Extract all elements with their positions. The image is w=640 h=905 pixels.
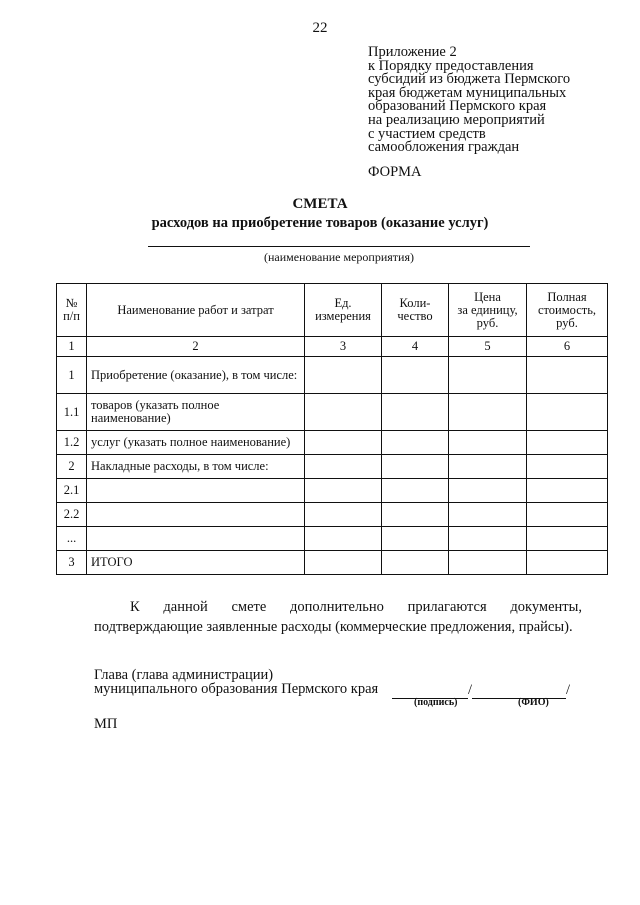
event-name-line: [148, 246, 530, 247]
table-row: [57, 357, 608, 394]
stamp-placeholder: МП: [94, 716, 118, 732]
cell-unit: [305, 431, 382, 455]
row-number: 2.1: [57, 479, 87, 503]
cell-unit-price: [449, 455, 527, 479]
attachment-note: К данной смете дополнительно прилагаются документы, подтверждающие заявленные расходы (коммерческие предложения, прайсы).: [94, 599, 582, 635]
column-number: 3: [305, 337, 382, 357]
header-number: № п/п: [57, 284, 87, 337]
cell-total: [527, 503, 608, 527]
row-number: 1.2: [57, 431, 87, 455]
cell-unit-price: [449, 431, 527, 455]
cell-quantity: [382, 527, 449, 551]
cell-total: [527, 431, 608, 455]
header-quantity: Коли- чество: [382, 284, 449, 337]
cell-total: [527, 394, 608, 431]
column-number: 4: [382, 337, 449, 357]
row-number: 1: [57, 357, 87, 394]
estimate-table: [56, 283, 608, 575]
appendix-line: субсидий из бюджета Пермского: [368, 71, 571, 88]
cell-unit-price: [449, 479, 527, 503]
cell-unit: [305, 394, 382, 431]
appendix-line: с участием средств: [368, 125, 486, 142]
signature-caption: (подпись): [414, 697, 458, 708]
event-name-caption: (наименование мероприятия): [264, 250, 414, 264]
cell-unit-price: [449, 503, 527, 527]
column-number: 6: [527, 337, 608, 357]
cell-quantity: [382, 551, 449, 575]
header-name: Наименование работ и затрат: [87, 284, 305, 337]
column-number: 1: [57, 337, 87, 357]
row-name: услуг (указать полное наименование): [87, 431, 305, 455]
signatory-block: [94, 668, 378, 696]
appendix-line: к Порядку предоставления: [368, 57, 534, 74]
document-subtitle: расходов на приобретение товаров (оказание услуг): [151, 215, 489, 231]
cell-unit: [305, 503, 382, 527]
appendix-line: на реализацию мероприятий: [368, 111, 545, 128]
row-number: 3: [57, 551, 87, 575]
table-row: [57, 503, 608, 527]
row-name: [87, 503, 305, 527]
signature-slash: /: [566, 682, 571, 698]
row-name: Накладные расходы, в том числе:: [87, 455, 305, 479]
row-number: 2: [57, 455, 87, 479]
appendix-line: образований Пермского края: [368, 98, 547, 115]
cell-unit-price: [449, 394, 527, 431]
row-number: ...: [57, 527, 87, 551]
document-title: СМЕТА: [292, 196, 348, 212]
header-unit-price: Цена за единицу, руб.: [449, 284, 527, 337]
table-row: [57, 394, 608, 431]
signatory-title-line-2: муниципального образования Пермского края: [94, 681, 379, 697]
row-number: 2.2: [57, 503, 87, 527]
form-label: ФОРМА: [368, 164, 422, 180]
cell-quantity: [382, 503, 449, 527]
header-total-cost: Полная стоимость, руб.: [527, 284, 608, 337]
appendix-line: самообложения граждан: [368, 139, 520, 156]
table-row: [57, 455, 608, 479]
header-unit: Ед. измерения: [305, 284, 382, 337]
cell-unit-price: [449, 357, 527, 394]
cell-unit: [305, 357, 382, 394]
appendix-block: [368, 46, 570, 155]
cell-quantity: [382, 394, 449, 431]
table-row: [57, 431, 608, 455]
row-name: товаров (указать полное наименование): [87, 394, 305, 431]
appendix-line: Приложение 2: [368, 44, 457, 60]
row-name: [87, 479, 305, 503]
cell-unit-price: [449, 551, 527, 575]
page-number: 22: [312, 20, 328, 36]
cell-quantity: [382, 455, 449, 479]
cell-total: [527, 357, 608, 394]
table-row: [57, 479, 608, 503]
cell-unit: [305, 551, 382, 575]
table-header-row: [57, 284, 608, 337]
appendix-line: края бюджетам муниципальных: [368, 84, 567, 101]
cell-total: [527, 527, 608, 551]
cell-unit: [305, 527, 382, 551]
column-number: 5: [449, 337, 527, 357]
column-number: 2: [87, 337, 305, 357]
signature-slash: /: [468, 682, 473, 698]
cell-quantity: [382, 431, 449, 455]
cell-unit-price: [449, 527, 527, 551]
cell-unit: [305, 479, 382, 503]
row-number: 1.1: [57, 394, 87, 431]
cell-total: [527, 455, 608, 479]
row-name: [87, 527, 305, 551]
cell-quantity: [382, 479, 449, 503]
cell-total: [527, 551, 608, 575]
table-row-total: [57, 551, 608, 575]
table-row: [57, 527, 608, 551]
row-name: ИТОГО: [87, 551, 305, 575]
row-name: Приобретение (оказание), в том числе:: [87, 357, 305, 394]
cell-total: [527, 479, 608, 503]
cell-quantity: [382, 357, 449, 394]
signatory-title-line-1: Глава (глава администрации): [94, 667, 274, 683]
name-caption: (ФИО): [518, 697, 549, 708]
cell-unit: [305, 455, 382, 479]
column-number-row: [57, 337, 608, 357]
